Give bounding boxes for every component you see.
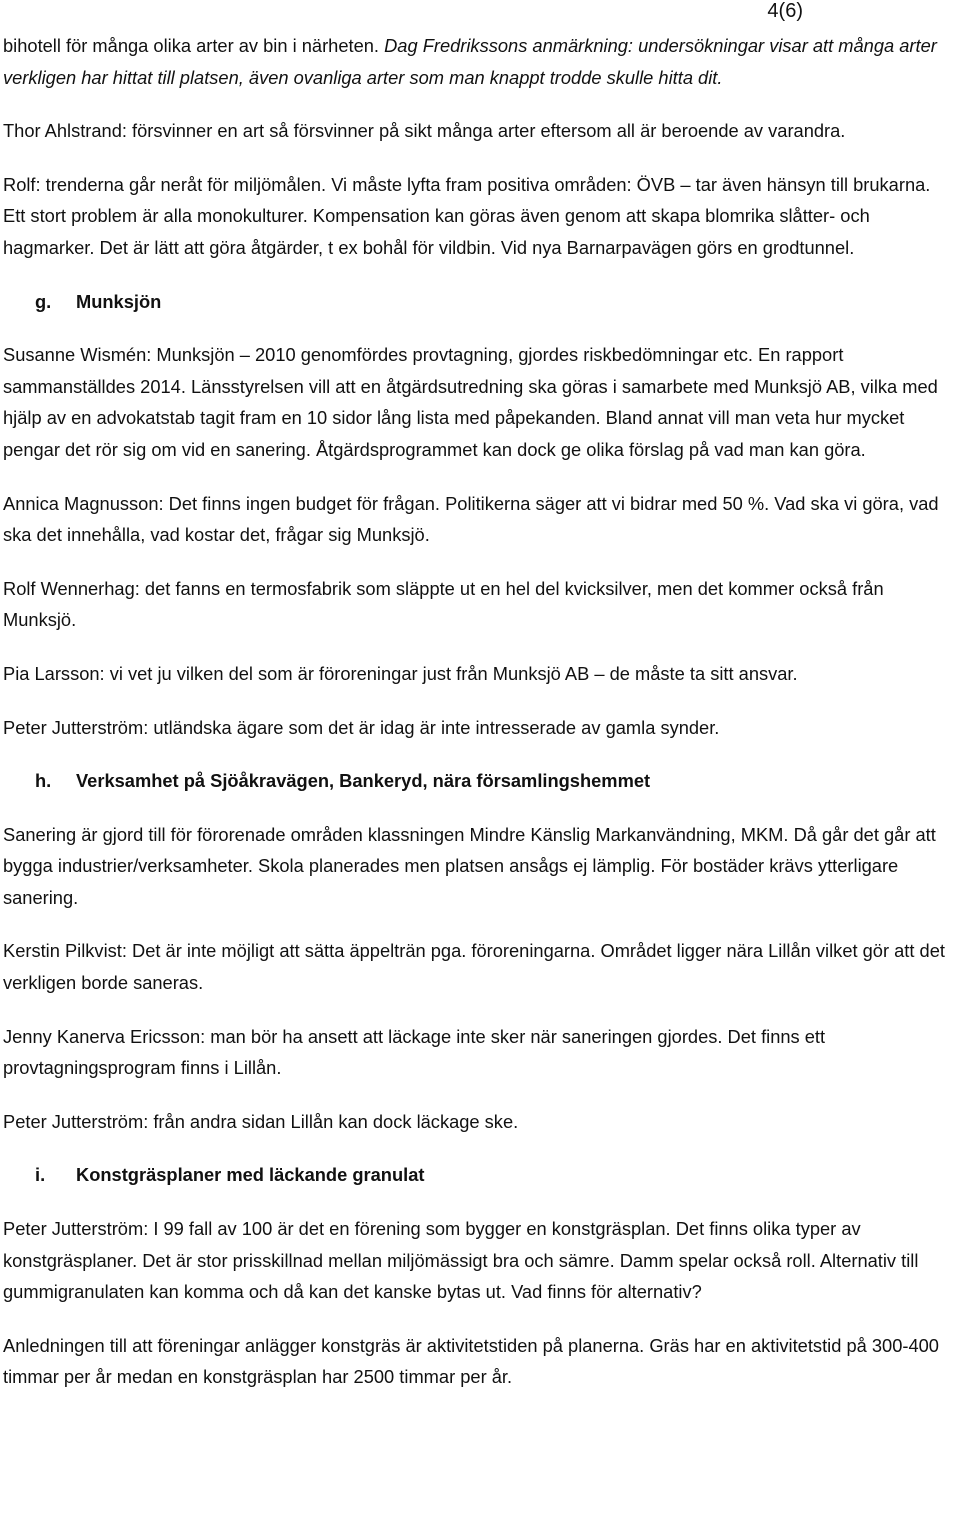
paragraph-pia-larsson: Pia Larsson: vi vet ju vilken del som är föroreningar just från Munksjö AB – de måste ta sitt ansvar. [3, 662, 798, 684]
section-heading-sjoakravagen [3, 765, 955, 797]
section-title: Verksamhet på Sjöåkravägen, Bankeryd, nära församlingshemmet [76, 770, 651, 792]
paragraph-bihotell: bihotell för många olika arter av bin i närheten. Dag Fredrikssons anmärkning: undersökningar visar att många arter verkligen har hittat till platsen, även ovanliga arter som man knappt trodde skulle hitta dit. [3, 35, 937, 88]
paragraph-annica-magnusson: Annica Magnusson: Det finns ingen budget för frågan. Politikerna säger att vi bidrar med 50 %. Vad ska vi göra, vad ska det innehålla, vad kostar det, frågar sig Munksjö. [3, 492, 939, 546]
section-number: i. [35, 1164, 46, 1186]
paragraph-rolf: Rolf: trenderna går neråt för miljömålen. Vi måste lyfta fram positiva områden: ÖVB – tar även hänsyn till brukarna. Ett stort problem är alla monokulturer. Kompensation kan göras även genom att skapa blomrika slåtter- och hagmarker. Det är lätt att göra åtgärder, t ex bohål för vildbin. Vid nya Barnarpavägen görs en grodtunnel. [3, 173, 931, 258]
section-title: Munksjön [76, 290, 162, 312]
page-number: 4(6) [767, 0, 803, 22]
paragraph-rolf-wennerhag: Rolf Wennerhag: det fanns en termosfabrik som släppte ut en hel del kvicksilver, men det kommer också från Munksjö. [3, 577, 884, 631]
paragraph-peter-jutterstrom: Peter Jutterström: utländska ägare som det är idag är inte intresserade av gamla synder. [3, 716, 720, 738]
paragraph-peter-jutterstrom-konstgras: Peter Jutterström: I 99 fall av 100 är det en förening som bygger en konstgräsplan. Det finns olika typer av konstgräsplaner. Det är stor prisskillnad mellan miljömässigt bra och sämre. Damm spelar också roll. Alternativ till gummigranulaten kan komma och då kan det kanske bytas ut. Vad finns för alternativ? [3, 1218, 919, 1303]
paragraph-susanne-wismen: Susanne Wismén: Munksjön – 2010 genomfördes provtagning, gjordes riskbedömningar etc. En rapport sammanställdes 2014. Länsstyrelsen vill att en åtgärdsutredning ska göras i samarbete med Munksjö AB, vilka med hjälp av en advokatstab tagit fram en 10 sidor lång lista med påpekanden. Bland annat vill man veta hur mycket pengar det rör sig om vid en sanering. Åtgärdsprogrammet kan dock ge olika förslag på vad man kan göra. [3, 344, 938, 460]
document-body [3, 30, 955, 1393]
paragraph-jenny-kanerva-ericsson: Jenny Kanerva Ericsson: man bör ha ansett att läckage inte sker när saneringen gjordes. Det finns ett provtagningsprogram finns i Lillån. [3, 1025, 826, 1079]
paragraph-anledningen: Anledningen till att föreningar anlägger konstgräs är aktivitetstiden på planerna. Gräs har en aktivitetstid på 300-400 timmar per år medan en konstgräsplan har 2500 timmar per år. [3, 1334, 939, 1388]
italic-note: Dag Fredrikssons anmärkning: undersökningar visar att många arter verkligen har hittat till platsen, även ovanliga arter som man knappt trodde skulle hitta dit. [3, 35, 937, 88]
paragraph-peter-jutterstrom-lillan: Peter Jutterström: från andra sidan Lillån kan dock läckage ske. [3, 1110, 519, 1132]
section-heading-konstgrasplaner [3, 1159, 955, 1191]
section-number: g. [35, 290, 52, 312]
paragraph-thor-ahlstrand: Thor Ahlstrand: försvinner en art så försvinner på sikt många arter eftersom all är beroende av varandra. [3, 120, 846, 142]
section-title: Konstgräsplaner med läckande granulat [76, 1164, 425, 1186]
section-heading-munksjon [3, 286, 955, 318]
section-number: h. [35, 770, 52, 792]
paragraph-kerstin-pilkvist: Kerstin Pilkvist: Det är inte möjligt att sätta äppelträn pga. föroreningarna. Området ligger nära Lillån vilket gör att det verkligen borde saneras. [3, 940, 945, 994]
paragraph-sanering: Sanering är gjord till för förorenade områden klassningen Mindre Känslig Markanvändning, MKM. Då går det går att bygga industrier/verksamheter. Skola planerades men platsen ansågs ej lämplig. För bostäder krävs ytterligare sanering. [3, 823, 936, 908]
